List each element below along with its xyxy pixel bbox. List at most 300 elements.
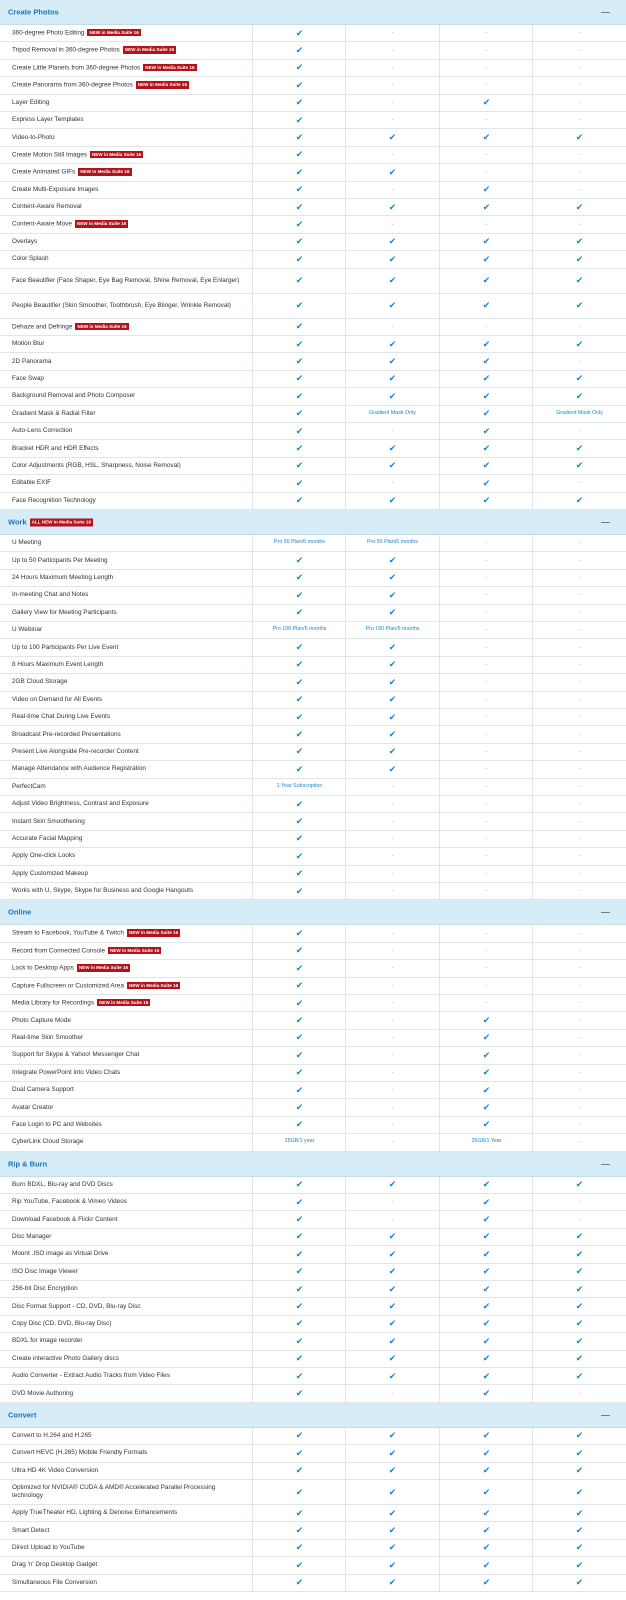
feature-label-text: Create Little Planets from 360-degree Photos NEW in Media Suite 16 bbox=[12, 64, 195, 72]
table-cell bbox=[345, 1540, 439, 1556]
dash-icon: - bbox=[578, 801, 581, 808]
check-icon: ✔ bbox=[295, 460, 304, 471]
feature-label-text: Color Adjustments (RGB, HSL, Sharpness, Noise Removal) bbox=[12, 461, 181, 469]
table-row bbox=[0, 866, 626, 883]
table-cell bbox=[532, 1385, 626, 1401]
table-cell bbox=[439, 1505, 533, 1521]
table-cell bbox=[252, 1211, 346, 1227]
check-icon: ✔ bbox=[295, 300, 304, 311]
feature-label bbox=[0, 1298, 252, 1314]
dash-icon: - bbox=[578, 82, 581, 89]
table-cell bbox=[532, 813, 626, 829]
feature-label bbox=[0, 25, 252, 41]
table-cell bbox=[439, 1246, 533, 1262]
table-row bbox=[0, 1505, 626, 1522]
feature-label bbox=[0, 388, 252, 404]
table-row bbox=[0, 147, 626, 164]
dash-icon: - bbox=[485, 818, 488, 825]
dash-icon: - bbox=[391, 1121, 394, 1128]
table-cell bbox=[439, 25, 533, 41]
feature-label-text: Tripod Removal in 360-degree Photos NEW in Media Suite 16 bbox=[12, 46, 175, 54]
table-cell bbox=[532, 587, 626, 603]
table-cell bbox=[345, 639, 439, 655]
table-cell bbox=[439, 1117, 533, 1133]
feature-label bbox=[0, 1540, 252, 1556]
table-cell bbox=[439, 657, 533, 673]
check-icon: ✔ bbox=[295, 27, 304, 38]
category-header-convert[interactable] bbox=[0, 1403, 626, 1428]
feature-label bbox=[0, 129, 252, 145]
table-row bbox=[0, 639, 626, 656]
table-cell bbox=[252, 587, 346, 603]
table-cell bbox=[345, 831, 439, 847]
table-cell bbox=[532, 744, 626, 760]
category-header-create-photos[interactable] bbox=[0, 0, 626, 25]
check-icon: ✔ bbox=[295, 1301, 304, 1312]
feature-label bbox=[0, 423, 252, 439]
feature-label bbox=[0, 1012, 252, 1028]
table-cell bbox=[532, 1333, 626, 1349]
table-cell bbox=[439, 129, 533, 145]
check-icon: ✔ bbox=[388, 236, 397, 247]
table-cell bbox=[345, 1194, 439, 1210]
feature-label-text: Stream to Facebook, YouTube & Twitch NEW in Media Suite 16 bbox=[12, 929, 179, 937]
table-row bbox=[0, 294, 626, 319]
feature-label-text: 360-degree Photo Editing NEW in Media Suite 16 bbox=[12, 29, 139, 37]
check-icon: ✔ bbox=[575, 132, 584, 143]
table-cell bbox=[252, 848, 346, 864]
dash-icon: - bbox=[391, 47, 394, 54]
feature-label-text: Copy Disc (CD, DVD, Blu-ray Disc) bbox=[12, 1319, 112, 1327]
dash-icon: - bbox=[485, 696, 488, 703]
check-icon: ✔ bbox=[575, 253, 584, 264]
feature-label-text: Photo Capture Mode bbox=[12, 1016, 71, 1024]
table-row bbox=[0, 813, 626, 830]
dash-icon: - bbox=[391, 947, 394, 954]
check-icon: ✔ bbox=[295, 1248, 304, 1259]
feature-label-text: Content-Aware Move NEW in Media Suite 16 bbox=[12, 220, 127, 228]
check-icon: ✔ bbox=[575, 338, 584, 349]
check-icon: ✔ bbox=[482, 390, 491, 401]
feature-label-text: Overlays bbox=[12, 237, 38, 245]
check-icon: ✔ bbox=[388, 1542, 397, 1553]
table-row bbox=[0, 1281, 626, 1298]
feature-label bbox=[0, 1445, 252, 1461]
new-badge: NEW in Media Suite 16 bbox=[128, 930, 179, 936]
dash-icon: - bbox=[578, 1390, 581, 1397]
table-cell bbox=[532, 1065, 626, 1081]
feature-label-text: Apply TrueTheater HD, Lighting & Denoise Enhancements bbox=[12, 1509, 178, 1517]
dash-icon: - bbox=[485, 930, 488, 937]
table-cell bbox=[532, 1012, 626, 1028]
table-cell bbox=[532, 1522, 626, 1538]
dash-icon: - bbox=[485, 965, 488, 972]
dash-icon: - bbox=[485, 644, 488, 651]
table-row bbox=[0, 692, 626, 709]
check-icon: ✔ bbox=[388, 659, 397, 670]
check-icon: ✔ bbox=[575, 1353, 584, 1364]
table-cell bbox=[252, 709, 346, 725]
feature-label-text: Face Recognition Technology bbox=[12, 496, 96, 504]
table-cell bbox=[532, 234, 626, 250]
table-cell bbox=[532, 1463, 626, 1479]
check-icon: ✔ bbox=[482, 1388, 491, 1399]
check-icon: ✔ bbox=[482, 1032, 491, 1043]
check-icon: ✔ bbox=[295, 885, 304, 896]
table-cell bbox=[439, 744, 533, 760]
feature-label-text: Media Library for Recordings NEW in Media Suite 16 bbox=[12, 999, 149, 1007]
table-cell bbox=[532, 423, 626, 439]
table-row bbox=[0, 943, 626, 960]
feature-label-text: Video-to-Photo bbox=[12, 133, 55, 141]
table-cell bbox=[252, 1099, 346, 1115]
feature-label-text: Capture Fullscreen or Customized Area NEW in Media Suite 16 bbox=[12, 982, 179, 989]
table-row bbox=[0, 995, 626, 1012]
table-cell bbox=[532, 294, 626, 318]
new-badge: NEW in Media Suite 16 bbox=[77, 323, 127, 329]
minus-icon[interactable]: — bbox=[601, 516, 610, 527]
check-icon: ✔ bbox=[295, 1231, 304, 1242]
dash-icon: - bbox=[485, 714, 488, 721]
dash-icon: - bbox=[578, 679, 581, 686]
feature-label-text: 8 Hours Maximum Event Length bbox=[12, 660, 104, 668]
table-cell bbox=[252, 336, 346, 352]
check-icon: ✔ bbox=[295, 659, 304, 670]
table-cell bbox=[532, 978, 626, 994]
dash-icon: - bbox=[485, 679, 488, 686]
table-cell bbox=[532, 129, 626, 145]
feature-label-text: Optimized for NVIDIA® CUDA & AMD® Accelerated Parallel Processing technology bbox=[12, 1484, 216, 1499]
feature-label bbox=[0, 1463, 252, 1479]
table-cell bbox=[532, 1428, 626, 1444]
check-icon: ✔ bbox=[388, 572, 397, 583]
feature-label bbox=[0, 535, 252, 551]
table-cell bbox=[252, 1134, 346, 1150]
dash-icon: - bbox=[485, 557, 488, 564]
check-icon: ✔ bbox=[295, 114, 304, 125]
check-icon: ✔ bbox=[295, 97, 304, 108]
dash-icon: - bbox=[485, 661, 488, 668]
table-cell bbox=[252, 925, 346, 941]
dash-icon: - bbox=[485, 30, 488, 37]
dash-icon: - bbox=[391, 853, 394, 860]
table-row bbox=[0, 925, 626, 942]
table-cell bbox=[439, 475, 533, 491]
feature-label-text: Accurate Facial Mapping bbox=[12, 834, 83, 842]
table-cell bbox=[252, 883, 346, 899]
table-cell bbox=[439, 319, 533, 335]
check-icon: ✔ bbox=[575, 1525, 584, 1536]
table-row bbox=[0, 1368, 626, 1385]
table-cell bbox=[532, 639, 626, 655]
category-header-rip-burn[interactable] bbox=[0, 1152, 626, 1177]
feature-label bbox=[0, 883, 252, 899]
feature-label bbox=[0, 1065, 252, 1081]
table-row bbox=[0, 709, 626, 726]
dash-icon: - bbox=[578, 644, 581, 651]
feature-label-text: Disc Manager bbox=[12, 1232, 52, 1240]
check-icon: ✔ bbox=[575, 236, 584, 247]
minus-icon[interactable]: — bbox=[601, 1158, 610, 1169]
table-cell bbox=[345, 129, 439, 145]
table-cell bbox=[252, 216, 346, 232]
dash-icon: - bbox=[391, 783, 394, 790]
table-row bbox=[0, 1428, 626, 1445]
table-cell bbox=[532, 1264, 626, 1280]
table-cell bbox=[345, 1264, 439, 1280]
dash-icon: - bbox=[485, 731, 488, 738]
feature-label bbox=[0, 761, 252, 777]
table-cell bbox=[439, 182, 533, 198]
dash-icon: - bbox=[391, 1087, 394, 1094]
feature-label-text: Bracket HDR and HDR Effects bbox=[12, 444, 99, 452]
check-icon: ✔ bbox=[388, 338, 397, 349]
table-cell bbox=[439, 1385, 533, 1401]
table-cell bbox=[252, 1177, 346, 1193]
table-row bbox=[0, 1099, 626, 1116]
table-cell bbox=[439, 1316, 533, 1332]
check-icon: ✔ bbox=[295, 275, 304, 286]
table-cell bbox=[532, 1298, 626, 1314]
table-cell bbox=[439, 943, 533, 959]
table-cell bbox=[345, 493, 439, 509]
table-cell bbox=[345, 353, 439, 369]
table-cell bbox=[439, 1194, 533, 1210]
table-cell bbox=[439, 1211, 533, 1227]
check-icon: ✔ bbox=[482, 253, 491, 264]
dash-icon: - bbox=[578, 1104, 581, 1111]
table-cell bbox=[252, 692, 346, 708]
feature-label-text: BDXL for image recorder bbox=[12, 1337, 83, 1345]
table-cell bbox=[345, 1298, 439, 1314]
feature-label-text: Direct Upload to YouTube bbox=[12, 1543, 85, 1551]
table-cell bbox=[532, 552, 626, 568]
check-icon: ✔ bbox=[295, 729, 304, 740]
check-icon: ✔ bbox=[295, 1542, 304, 1553]
dash-icon: - bbox=[391, 82, 394, 89]
dash-icon: - bbox=[578, 540, 581, 547]
table-cell bbox=[345, 1030, 439, 1046]
category-header-online[interactable] bbox=[0, 900, 626, 925]
table-cell bbox=[345, 744, 439, 760]
check-icon: ✔ bbox=[482, 477, 491, 488]
check-icon: ✔ bbox=[295, 1179, 304, 1190]
table-row bbox=[0, 1522, 626, 1539]
table-cell bbox=[532, 796, 626, 812]
dash-icon: - bbox=[578, 947, 581, 954]
table-cell bbox=[252, 866, 346, 882]
table-row bbox=[0, 182, 626, 199]
table-cell bbox=[252, 182, 346, 198]
feature-label bbox=[0, 1030, 252, 1046]
feature-label-text: Apply One-click Looks bbox=[12, 852, 76, 860]
table-cell bbox=[439, 112, 533, 128]
table-row bbox=[0, 234, 626, 251]
dash-icon: - bbox=[578, 888, 581, 895]
feature-label bbox=[0, 552, 252, 568]
table-cell bbox=[345, 251, 439, 267]
table-cell bbox=[439, 552, 533, 568]
table-row bbox=[0, 674, 626, 691]
feature-label-text: Content-Aware Removal bbox=[12, 203, 82, 211]
minus-icon[interactable]: — bbox=[601, 1409, 610, 1420]
dash-icon: - bbox=[578, 117, 581, 124]
table-cell bbox=[252, 995, 346, 1011]
table-cell bbox=[439, 164, 533, 180]
table-row bbox=[0, 1194, 626, 1211]
dash-icon: - bbox=[578, 835, 581, 842]
feature-label bbox=[0, 1177, 252, 1193]
feature-label bbox=[0, 1134, 252, 1150]
feature-label bbox=[0, 657, 252, 673]
check-icon: ✔ bbox=[482, 1266, 491, 1277]
check-icon: ✔ bbox=[388, 1335, 397, 1346]
table-cell bbox=[439, 761, 533, 777]
category-title bbox=[8, 1410, 36, 1419]
table-cell bbox=[252, 1117, 346, 1133]
table-cell bbox=[532, 1047, 626, 1063]
feature-label bbox=[0, 406, 252, 422]
table-cell bbox=[439, 234, 533, 250]
check-icon: ✔ bbox=[575, 1283, 584, 1294]
check-icon: ✔ bbox=[482, 338, 491, 349]
table-cell bbox=[532, 388, 626, 404]
table-row bbox=[0, 1480, 626, 1505]
table-cell bbox=[252, 440, 346, 456]
table-row bbox=[0, 761, 626, 778]
check-icon: ✔ bbox=[388, 694, 397, 705]
feature-label-text: Audio Converter - Extract Audio Tracks from Video Files bbox=[12, 1372, 170, 1380]
check-icon: ✔ bbox=[575, 1248, 584, 1259]
table-cell bbox=[439, 406, 533, 422]
table-cell bbox=[345, 406, 439, 422]
check-icon: ✔ bbox=[388, 1486, 397, 1497]
table-row bbox=[0, 458, 626, 475]
category-header-work[interactable] bbox=[0, 510, 626, 535]
table-cell bbox=[439, 1082, 533, 1098]
table-cell bbox=[345, 943, 439, 959]
table-cell bbox=[252, 1264, 346, 1280]
check-icon: ✔ bbox=[295, 833, 304, 844]
check-icon: ✔ bbox=[295, 1214, 304, 1225]
table-row bbox=[0, 779, 626, 796]
dash-icon: - bbox=[578, 1034, 581, 1041]
feature-label bbox=[0, 1557, 252, 1573]
check-icon: ✔ bbox=[482, 1318, 491, 1329]
dash-icon: - bbox=[578, 1087, 581, 1094]
check-icon: ✔ bbox=[388, 1559, 397, 1570]
minus-icon[interactable]: — bbox=[601, 906, 610, 917]
check-icon: ✔ bbox=[482, 1248, 491, 1259]
table-cell bbox=[345, 371, 439, 387]
dash-icon: - bbox=[391, 1000, 394, 1007]
table-cell bbox=[439, 493, 533, 509]
dash-icon: - bbox=[391, 930, 394, 937]
table-cell bbox=[345, 42, 439, 58]
table-row bbox=[0, 1012, 626, 1029]
table-cell bbox=[532, 605, 626, 621]
feature-label-text: Adjust Video Brightness, Contrast and Exposure bbox=[12, 800, 149, 808]
dash-icon: - bbox=[578, 1199, 581, 1206]
dash-icon: - bbox=[391, 1052, 394, 1059]
table-cell bbox=[439, 692, 533, 708]
table-cell bbox=[439, 605, 533, 621]
table-cell bbox=[252, 42, 346, 58]
dash-icon: - bbox=[578, 853, 581, 860]
table-cell bbox=[252, 294, 346, 318]
table-row bbox=[0, 216, 626, 233]
feature-label bbox=[0, 42, 252, 58]
feature-label-text: Create Multi-Exposure Images bbox=[12, 185, 99, 193]
table-cell bbox=[345, 294, 439, 318]
dash-icon: - bbox=[391, 1390, 394, 1397]
table-cell bbox=[252, 622, 346, 638]
table-cell bbox=[252, 1351, 346, 1367]
check-icon: ✔ bbox=[388, 1301, 397, 1312]
dash-icon: - bbox=[485, 323, 488, 330]
table-cell bbox=[345, 423, 439, 439]
cell-note: 25GB/1 Year bbox=[471, 1138, 502, 1145]
table-cell bbox=[439, 995, 533, 1011]
table-cell bbox=[252, 77, 346, 93]
check-icon: ✔ bbox=[295, 1559, 304, 1570]
table-cell bbox=[345, 112, 439, 128]
check-icon: ✔ bbox=[295, 980, 304, 991]
feature-label-text: Rip YouTube, Facebook & Vimeo Videos bbox=[12, 1198, 127, 1206]
table-cell bbox=[439, 216, 533, 232]
table-row bbox=[0, 1047, 626, 1064]
dash-icon: - bbox=[391, 1104, 394, 1111]
table-cell bbox=[439, 587, 533, 603]
check-icon: ✔ bbox=[388, 763, 397, 774]
dash-icon: - bbox=[485, 574, 488, 581]
check-icon: ✔ bbox=[482, 1301, 491, 1312]
table-row bbox=[0, 587, 626, 604]
feature-label bbox=[0, 831, 252, 847]
table-cell bbox=[345, 234, 439, 250]
dash-icon: - bbox=[485, 609, 488, 616]
feature-label bbox=[0, 371, 252, 387]
table-row bbox=[0, 1298, 626, 1315]
dash-icon: - bbox=[578, 358, 581, 365]
check-icon: ✔ bbox=[388, 300, 397, 311]
table-cell bbox=[439, 353, 533, 369]
table-row bbox=[0, 423, 626, 440]
feature-label-text: U Webinar bbox=[12, 626, 43, 634]
table-cell bbox=[439, 709, 533, 725]
table-cell bbox=[532, 1030, 626, 1046]
minus-icon[interactable]: — bbox=[601, 6, 610, 17]
table-cell bbox=[252, 1575, 346, 1591]
check-icon: ✔ bbox=[295, 1102, 304, 1113]
table-row bbox=[0, 657, 626, 674]
table-row bbox=[0, 475, 626, 492]
table-cell bbox=[252, 423, 346, 439]
table-cell bbox=[345, 779, 439, 795]
feature-label bbox=[0, 1480, 252, 1504]
feature-label bbox=[0, 251, 252, 267]
feature-label bbox=[0, 744, 252, 760]
table-cell bbox=[439, 796, 533, 812]
table-cell bbox=[532, 535, 626, 551]
check-icon: ✔ bbox=[482, 1283, 491, 1294]
cell-note: Pro 50 Plan/6 months bbox=[367, 539, 418, 546]
dash-icon: - bbox=[578, 1139, 581, 1146]
check-icon: ✔ bbox=[482, 373, 491, 384]
feature-label bbox=[0, 726, 252, 742]
table-cell bbox=[252, 129, 346, 145]
dash-icon: - bbox=[391, 965, 394, 972]
